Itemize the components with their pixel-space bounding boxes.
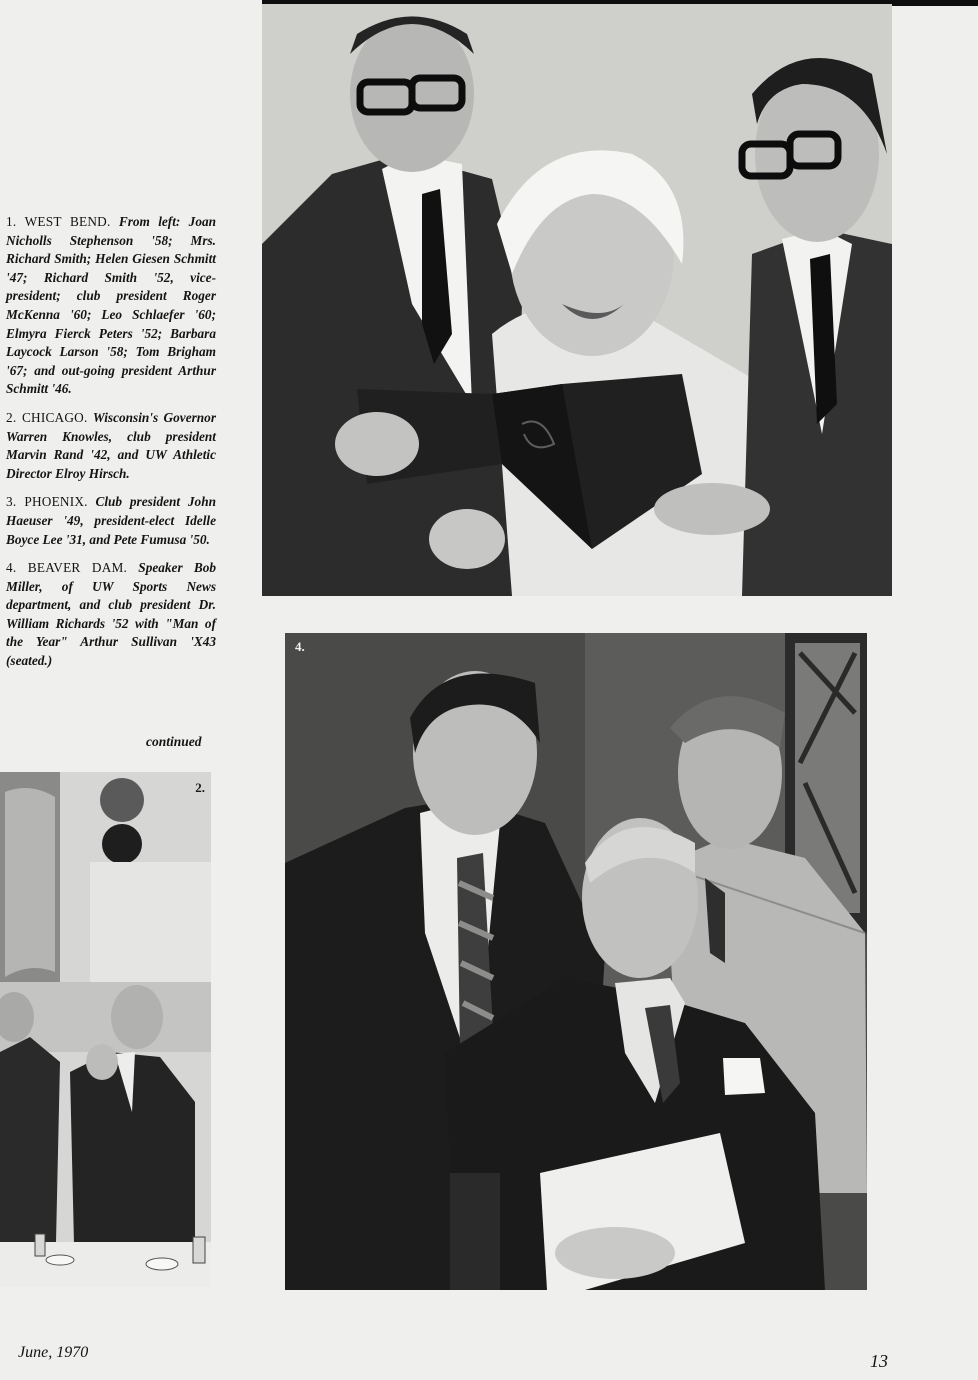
caption-text: From left: Joan Nicholls Stephenson '58; Mrs. Richard Smith; Helen Giesen Schmitt '47; Richard Smith '52, vice-president; club president Roger McKenna '60; Leo Schlaefer '60; Elmyra Fierck Peters '52; Barbara Laycock Larson '58; Tom Brigham '67; and out-going president Arthur Schmitt '46. — [6, 214, 217, 397]
caption-text: Wisconsin's Governor Warren Knowles, club president Marvin Rand '42, and UW Athletic Director Elroy Hirsch. — [6, 409, 216, 481]
caption-place: 1. WEST BEND. — [6, 214, 111, 229]
photo-chicago — [0, 772, 211, 1287]
caption-place: 2. CHICAGO. — [6, 409, 88, 425]
caption-west-bend — [6, 213, 216, 399]
photo-beaver-dam — [285, 633, 867, 1290]
photo-phoenix — [262, 4, 892, 596]
page-number: 13 — [870, 1351, 888, 1371]
issue-date: June, 1970 — [18, 1344, 89, 1361]
caption-place: 4. BEAVER DAM. — [6, 560, 128, 576]
caption-place: 3. PHOENIX. — [6, 494, 88, 510]
photo-number: 2. — [195, 780, 205, 795]
photo-number: 4. — [295, 639, 305, 654]
continued-label: continued — [146, 734, 202, 749]
caption-chicago — [6, 409, 216, 483]
caption-beaver-dam — [6, 559, 216, 671]
captions-column — [6, 213, 216, 681]
caption-text: Club president John Haeuser '49, president-elect Idelle Boyce Lee '31, and Pete Fumusa '50. — [6, 494, 216, 547]
caption-text: Speaker Bob Miller, of UW Sports News department, and club president Dr. William Richards '52 with "Man of the Year" Arthur Sullivan 'X43 (seated.) — [6, 560, 217, 669]
caption-phoenix — [6, 493, 216, 549]
